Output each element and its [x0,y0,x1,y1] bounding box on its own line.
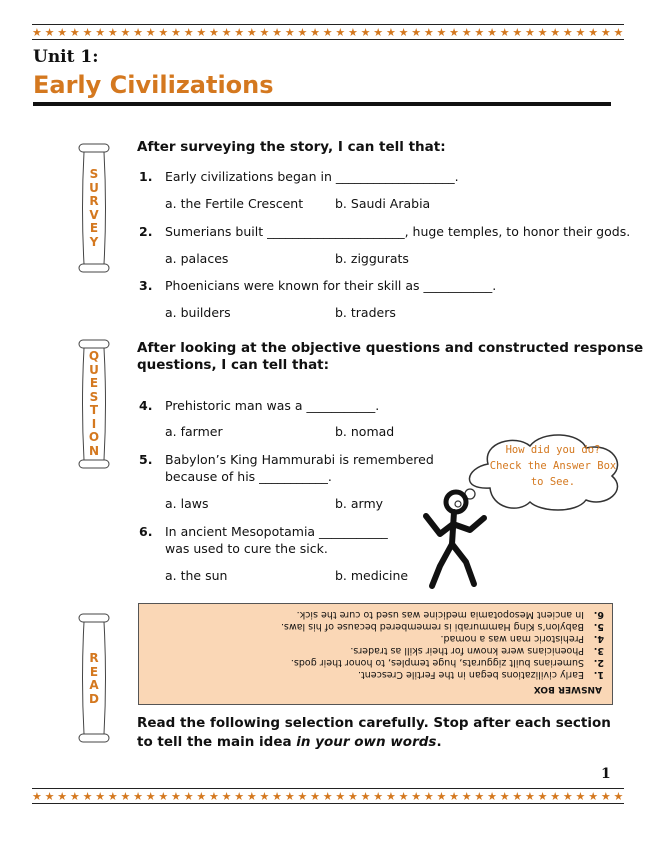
star-icon: ★ [234,25,245,39]
star-icon: ★ [297,789,308,803]
star-icon: ★ [449,25,460,39]
star-icon: ★ [44,25,55,39]
question-number: 4. [139,398,153,413]
star-icon: ★ [373,25,384,39]
star-icon: ★ [588,25,599,39]
star-icon: ★ [398,25,409,39]
star-icon: ★ [524,789,535,803]
star-icon: ★ [259,25,270,39]
star-icon: ★ [550,25,561,39]
star-icon: ★ [246,789,257,803]
option-b: b. traders [335,305,396,320]
option-a: a. the sun [165,568,228,583]
star-icon: ★ [284,25,295,39]
option-b: b. medicine [335,568,409,583]
option-a: a. builders [165,305,231,320]
scroll-letter: R [89,194,99,208]
answer-text: In ancient Mesopotamia medicine was used to cure the sick. [296,609,584,620]
star-icon: ★ [246,25,257,39]
instruction-end: . [436,734,442,750]
question-heading-line2: questions, I can tell that: [137,357,330,373]
survey-scroll [75,142,113,274]
star-icon: ★ [272,25,283,39]
option-a: a. farmer [165,424,223,439]
answer-row [358,669,604,680]
star-icon: ★ [120,789,131,803]
answer-num: 2. [593,657,604,668]
star-icon: ★ [335,25,346,39]
scroll-letter: R [89,651,99,665]
star-icon: ★ [436,789,447,803]
title-rule [33,102,611,106]
scroll-letter: S [89,167,99,181]
answer-box-title: ANSWER BOX [533,684,602,694]
star-icon: ★ [297,25,308,39]
star-icon: ★ [310,789,320,803]
star-icon: ★ [322,789,333,803]
answer-box-inverted [139,604,612,704]
star-icon: ★ [69,789,80,803]
option-b: b. nomad [335,424,395,439]
answer-row [440,633,604,644]
star-icon: ★ [385,25,396,39]
star-icon: ★ [550,789,561,803]
page-number: 1 [601,766,611,782]
star-icon: ★ [524,25,535,39]
star-icon: ★ [423,789,434,803]
bubble-text [478,442,628,490]
star-icon: ★ [95,789,106,803]
question-number: 2. [139,224,153,239]
star-icon: ★ [208,789,219,803]
instruction-text: Read the following selection carefully. Stop after each section to tell the main idea [137,715,611,750]
answer-row [297,609,604,620]
star-icon: ★ [171,789,181,803]
star-icon: ★ [145,25,156,39]
star-icon: ★ [461,789,472,803]
answer-text: Early civilizations began in the Fertile Crescent. [358,669,584,680]
answer-row [281,621,604,632]
scroll-letter: V [89,207,99,222]
star-icon: ★ [82,25,93,39]
star-icon: ★ [613,789,624,803]
option-a: a. the Fertile Crescent [165,196,304,211]
scroll-letter: E [89,221,99,235]
star-icon: ★ [196,25,207,39]
survey-letters [75,168,113,249]
star-icon: ★ [487,789,497,803]
star-icon: ★ [44,789,55,803]
scroll-letter: Y [89,234,99,249]
read-scroll [75,612,113,744]
star-icon: ★ [32,789,42,803]
scroll-letter: T [89,403,99,417]
scroll-letter: E [89,376,99,390]
answer-num: 5. [593,621,604,632]
answer-num: 3. [593,645,604,656]
star-icon: ★ [600,25,611,39]
scroll-letter: E [89,664,99,679]
star-icon: ★ [69,25,80,39]
star-icon: ★ [373,789,384,803]
star-icon: ★ [512,25,523,39]
bubble-line: How did you do? [505,444,601,456]
star-icon: ★ [171,25,181,39]
star-icon: ★ [360,789,371,803]
question-stem: Babylon’s King Hammurabi is remembered [165,452,434,467]
bottom-star-border [32,788,624,804]
answer-num: 6. [593,609,604,620]
star-icon: ★ [32,25,42,39]
survey-heading: After surveying the story, I can tell that: [137,139,446,155]
star-icon: ★ [600,789,611,803]
star-icon: ★ [107,25,118,39]
star-icon: ★ [57,25,68,39]
question-stem: Early civilizations began in ___________________. [165,169,459,184]
question-stem: In ancient Mesopotamia ___________ [165,524,388,539]
star-icon: ★ [259,789,270,803]
option-a: a. laws [165,496,209,511]
question-stem-cont: because of his ___________. [165,469,332,484]
star-icon: ★ [107,789,118,803]
star-icon: ★ [385,789,396,803]
read-letters [75,652,113,706]
star-icon: ★ [158,25,169,39]
answer-box [138,603,613,705]
answer-num: 1. [593,669,604,680]
star-icon: ★ [221,789,232,803]
question-number: 3. [139,278,153,293]
star-icon: ★ [310,25,320,39]
star-icon: ★ [411,789,422,803]
option-b: b. army [335,496,384,511]
star-icon: ★ [133,25,143,39]
star-icon: ★ [57,789,68,803]
scroll-letter: A [89,678,99,692]
star-icon: ★ [613,25,624,39]
question-letters [75,350,113,458]
star-icon: ★ [537,789,548,803]
top-star-border [32,24,624,40]
star-icon: ★ [348,25,358,39]
question-number: 5. [139,452,153,467]
option-a: a. palaces [165,251,229,266]
stick-figure-icon [418,488,498,598]
scroll-letter: S [89,389,99,404]
unit-label: Unit 1: [33,47,99,67]
question-stem-cont: was used to cure the sick. [165,541,328,556]
star-icon: ★ [196,789,207,803]
answer-text: Prehistoric man was a nomad. [440,633,584,644]
scroll-letter: U [89,362,99,377]
star-icon: ★ [449,789,460,803]
answer-text: Phoenicians were known for their skill as traders. [350,645,584,656]
star-icon: ★ [474,25,485,39]
question-stem: Sumerians built ______________________, huge temples, to honor their gods. [165,224,631,239]
star-icon: ★ [158,789,169,803]
question-stem: Phoenicians were known for their skill as ___________. [165,278,497,293]
star-icon: ★ [499,25,510,39]
scroll-letter: D [89,691,99,706]
bubble-line: to See. [530,476,576,488]
star-icon: ★ [133,789,143,803]
star-icon: ★ [512,789,523,803]
answer-text: Babylon’s King Hammurabi is remembered because of his laws. [280,621,584,632]
page-title: Early Civilizations [33,71,274,99]
scroll-letter: N [88,443,100,458]
question-number: 1. [139,169,153,184]
star-icon: ★ [284,789,295,803]
star-icon: ★ [411,25,422,39]
star-icon: ★ [183,25,194,39]
star-icon: ★ [575,789,586,803]
star-icon: ★ [145,789,156,803]
read-instruction [137,714,617,752]
scroll-letter: U [89,180,99,195]
star-icon: ★ [335,789,346,803]
star-icon: ★ [348,789,358,803]
star-icon: ★ [562,789,573,803]
star-icon: ★ [537,25,548,39]
star-icon: ★ [562,25,573,39]
bubble-line: Check the Answer Box [489,460,617,472]
question-heading-line1: After looking at the objective questions and constructed response [137,340,644,356]
star-icon: ★ [499,789,510,803]
star-icon: ★ [436,25,447,39]
question-stem: Prehistoric man was a ___________. [165,398,380,413]
star-icon: ★ [95,25,106,39]
star-icon: ★ [221,25,232,39]
star-icon: ★ [588,789,599,803]
answer-num: 4. [593,633,604,644]
question-number: 6. [139,524,153,539]
option-b: b. ziggurats [335,251,409,266]
star-icon: ★ [360,25,371,39]
star-icon: ★ [82,789,93,803]
star-icon: ★ [272,789,283,803]
answer-row [350,645,604,656]
star-icon: ★ [120,25,131,39]
star-icon: ★ [208,25,219,39]
star-icon: ★ [575,25,586,39]
star-icon: ★ [183,789,194,803]
scroll-letter: Q [88,349,100,363]
star-icon: ★ [423,25,434,39]
option-b: b. Saudi Arabia [335,196,431,211]
star-icon: ★ [487,25,497,39]
scroll-letter: O [88,430,100,444]
star-icon: ★ [474,789,485,803]
answer-text: Sumerians built ziggurats, huge temples, to honor their gods. [290,657,584,668]
star-icon: ★ [461,25,472,39]
question-scroll [75,338,113,470]
scroll-letter: I [91,416,97,431]
instruction-italic: in your own words [296,734,437,750]
star-icon: ★ [234,789,245,803]
answer-row [291,657,604,668]
star-icon: ★ [322,25,333,39]
star-icon: ★ [398,789,409,803]
